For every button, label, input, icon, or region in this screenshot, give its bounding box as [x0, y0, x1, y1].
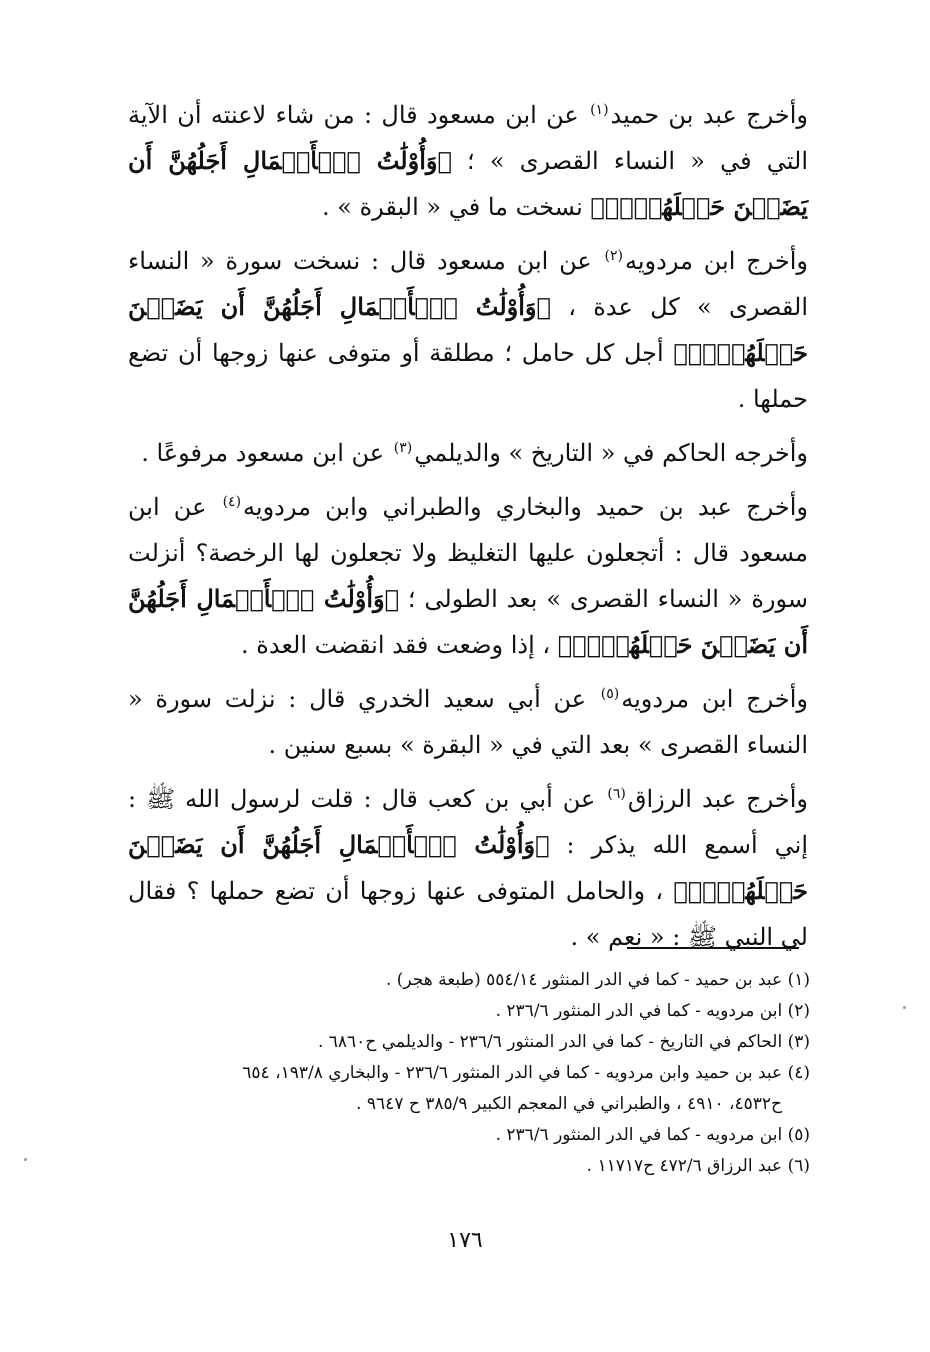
paragraph-text: وأخرج عبد الرزاق: [627, 785, 808, 813]
paragraph-text: وأخرجه الحاكم في « التاريخ » والديلمي: [414, 439, 808, 467]
footnote-reference-6: (٦): [607, 786, 626, 802]
scan-speck: [24, 1158, 27, 1161]
paragraph-text: عن ابن مسعود قال : من شاء لاعنته أن الآية التي في « النساء القصرى » ؛: [128, 101, 809, 175]
paragraph-text: عن ابن مسعود مرفوعًا .: [141, 439, 392, 467]
footnotes: [150, 965, 810, 1182]
footnote-reference-2: (٢): [604, 248, 623, 264]
paragraph-text: ، والحامل المتوفى عنها زوجها أن تضع حملها ؟ فقال لي النبي ﷺ : « نعم » .: [128, 877, 808, 951]
paragraph-3: [128, 430, 808, 476]
footnote-reference-3: (٣): [393, 440, 413, 456]
quran-verse: ﴿وَأُوْلَٰتُ ٱلۡأَحۡمَالِ أَجَلُهُنَّ أَن يَضَعۡنَ حَمۡلَهُنَّۚ﴾: [128, 292, 808, 367]
paragraph-text: ، إذا وضعت فقد انقضت العدة .: [241, 631, 558, 659]
footnote-4: (٤) عبد بن حميد وابن مردويه - كما في الدر المنثور ٢٣٦/٦ - والبخاري ١٩٣/٨، ٦٥٤: [242, 1063, 810, 1083]
paragraph-text: عن أبي سعيد الخدري قال : نزلت سورة « النساء القصرى » بعد التي في « البقرة » بسبع سنين .: [128, 685, 808, 759]
footnote-reference-5: (٥): [600, 686, 620, 702]
paragraph-text: عن ابن مسعود قال : نسخت سورة « النساء القصرى » كل عدة ،: [128, 247, 808, 321]
paragraph-text: أجل كل حامل ؛ مطلقة أو متوفى عنها زوجها أن تضع حملها .: [128, 339, 808, 413]
quran-verse: ﴿وَأُوْلَٰتُ ٱلۡأَحۡمَالِ أَجَلُهُنَّ أَن يَضَعۡنَ حَمۡلَهُنَّۚ﴾: [128, 830, 808, 905]
paragraph-text: نسخت ما في « البقرة » .: [322, 193, 591, 221]
footnote-divider: [627, 947, 799, 949]
footnote-5: (٥) ابن مردويه - كما في الدر المنثور ٢٣٦/٦ .: [495, 1125, 810, 1145]
footnote-2: (٢) ابن مردويه - كما في الدر المنثور ٢٣٦/٦ .: [495, 1001, 810, 1021]
paragraph-text: وأخرج ابن مردويه: [621, 685, 808, 713]
paragraph-text: عن أبي بن كعب قال : قلت لرسول الله ﷺ : إني أسمع الله يذكر :: [128, 785, 809, 859]
paragraph-text: وأخرج عبد بن حميد والبخاري والطبراني وابن مردويه: [243, 493, 809, 521]
paragraph-text: وأخرج ابن مردويه: [625, 247, 808, 275]
paragraph-6: [128, 776, 808, 960]
paragraph-text: وأخرج عبد بن حميد: [610, 101, 809, 129]
paragraph-2: [128, 238, 808, 422]
footnote-reference-1: (١): [590, 102, 609, 118]
footnote-3: (٣) الحاكم في التاريخ - كما في الدر المنثور ٢٣٦/٦ - والديلمي ح٦٨٦٠ .: [317, 1032, 810, 1052]
page-number: ١٧٦: [447, 1228, 483, 1253]
paragraph-1: [128, 92, 808, 230]
quran-verse: ﴿وَأُوْلَٰتُ ٱلۡأَحۡمَالِ أَجَلُهُنَّ أَن يَضَعۡنَ حَمۡلَهُنَّۚ﴾: [128, 584, 808, 659]
paragraph-5: [128, 676, 808, 768]
footnote-4-continuation: ح٤٥٣٢، ٤٩١٠ ، والطبراني في المعجم الكبير ٣٨٥/٩ ح ٩٦٤٧ .: [356, 1094, 782, 1114]
footnote-reference-4: (٤): [222, 494, 242, 510]
footnote-1: (١) عبد بن حميد - كما في الدر المنثور ٥٥٤/١٤ (طبعة هجر) .: [385, 970, 810, 990]
quran-verse: ﴿وَأُوْلَٰتُ ٱلۡأَحۡمَالِ أَجَلُهُنَّ أَن يَضَعۡنَ حَمۡلَهُنَّۚ﴾: [128, 146, 808, 221]
main-text: [128, 92, 808, 968]
paragraph-text: عن ابن مسعود قال : أتجعلون عليها التغليظ ولا تجعلون لها الرخصة؟ أنزلت سورة « النساء القصرى » بعد الطولى ؛: [128, 493, 808, 613]
footnote-6: (٦) عبد الرزاق ٤٧٢/٦ ح١١٧١٧ .: [586, 1156, 810, 1176]
scan-speck: [903, 1006, 906, 1009]
paragraph-4: [128, 484, 808, 668]
